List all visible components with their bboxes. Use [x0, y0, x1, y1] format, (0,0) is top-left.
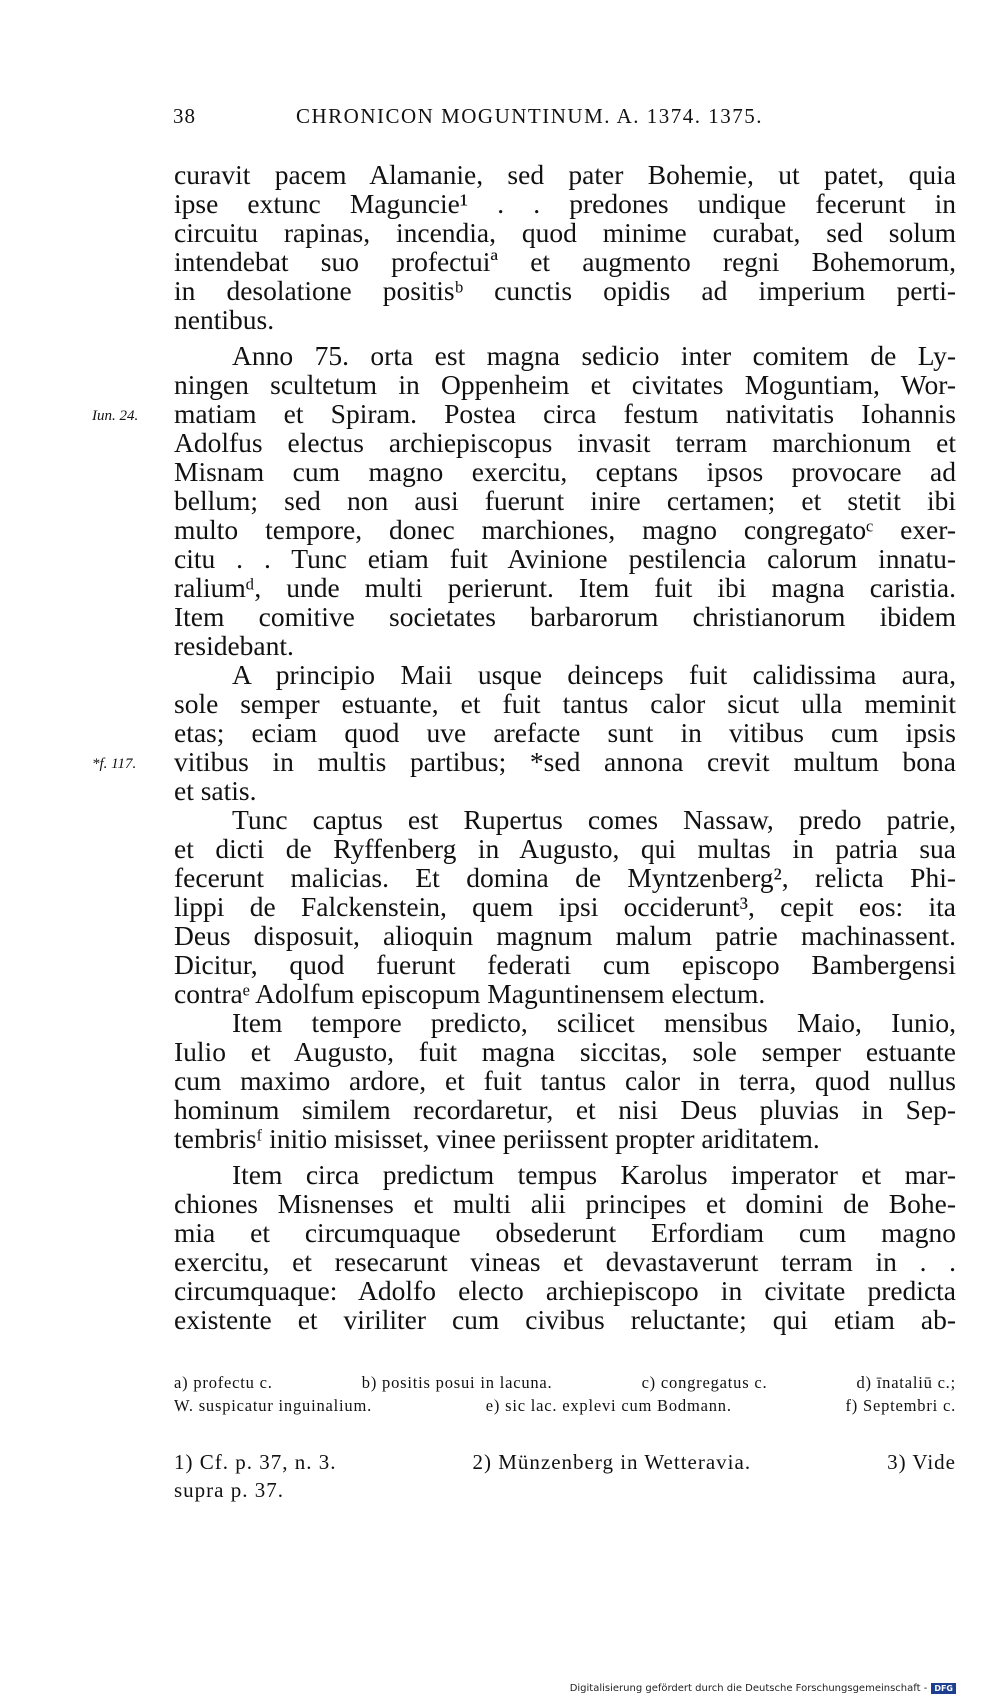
footnote-row [174, 1448, 956, 1476]
text-line: contraᵉ Adolfum episcopum Maguntinensem electum. [174, 978, 766, 1009]
apparatus-note: e) sic lac. explevi cum Bodmann. [485, 1396, 732, 1415]
text-line: etas; eciam quod uve arefacte sunt in vitibus cum ipsis [174, 717, 956, 748]
text-line: fecerunt malicias. Et domina de Myntzenberg², relicta Phi- [174, 862, 956, 893]
text-line: tembrisᶠ initio misisset, vinee periissent propter ariditatem. [174, 1123, 820, 1154]
text-line: chiones Misnenses et multi alii principes et domini de Bohe- [174, 1188, 956, 1219]
text-line: et satis. [174, 775, 257, 806]
page-number: 38 [173, 104, 196, 128]
footnote: 3) Vide [887, 1450, 956, 1474]
text-line: hominum similem recordaretur, et nisi Deus pluvias in Sep- [174, 1094, 956, 1125]
apparatus-note: b) positis posui in lacuna. [361, 1373, 553, 1392]
apparatus-row [174, 1371, 956, 1394]
text-line: curavit pacem Alamanie, sed pater Bohemie, ut patet, quia [174, 159, 956, 190]
text-line: circumquaque: Adolfo electo archiepiscopo in civitate predicta [174, 1275, 956, 1306]
text-line: Dicitur, quod fuerunt federati cum episcopo Bambergensi [174, 949, 956, 980]
apparatus-note: W. suspicatur inguinalium. [174, 1396, 373, 1415]
footnote: supra p. 37. [174, 1478, 284, 1502]
text-line: in desolatione positisᵇ cunctis opidis ad imperium perti- [174, 275, 956, 306]
apparatus-note: a) profectu c. [174, 1373, 273, 1392]
text-line: circuitu rapinas, incendia, quod minime curabat, sed solum [174, 217, 956, 248]
text-line: Deus disposuit, alioquin magnum malum patrie machinassent. [174, 920, 956, 951]
main-text [92, 159, 956, 1335]
text-line: et dicti de Ryffenberg in Augusto, qui multas in patria sua [174, 833, 956, 864]
apparatus-note: f) Septembri c. [845, 1396, 956, 1415]
apparatus-note: d) īnataliū c.; [856, 1373, 956, 1392]
text-line: multo tempore, donec marchiones, magno congregatoᶜ exer- [174, 514, 956, 545]
footnote: 2) Münzenberg in Wetteravia. [472, 1450, 752, 1474]
text-line: Anno 75. orta est magna sedicio inter comitem de Ly- [232, 340, 956, 371]
text-line: existente et viriliter cum civibus reluctante; qui etiam ab- [174, 1304, 956, 1335]
text-line: Iun. 24. matiam et Spiram. Postea circa festum nativitatis Iohannis [92, 398, 956, 429]
text-line: cum maximo ardore, et fuit tantus calor in terra, quod nullus [174, 1065, 956, 1096]
text-line: nentibus. [174, 304, 275, 335]
footnote-row [174, 1476, 956, 1504]
margin-date-note: Iun. 24. [92, 408, 139, 424]
text-line: mia et circumquaque obsederunt Erfordiam cum magno [174, 1217, 956, 1248]
running-title: CHRONICON MOGUNTINUM. A. 1374. 1375. [296, 104, 764, 128]
text-line: bellum; sed non ausi fuerunt inire certamen; et stetit ibi [174, 485, 956, 516]
text-line: Misnam cum magno exercitu, ceptans ipsos provocare ad [174, 456, 956, 487]
page-header [0, 104, 1000, 138]
footnotes [174, 1448, 956, 1504]
dfg-logo: DFG [931, 1683, 956, 1694]
credit-text: Digitalisierung gefördert durch die Deutsche Forschungsgemeinschaft - [569, 1683, 928, 1694]
footnote: 1) Cf. p. 37, n. 3. [174, 1450, 337, 1474]
text-line: Item comitive societates barbarorum christianorum ibidem [174, 601, 956, 632]
critical-apparatus [174, 1371, 956, 1417]
apparatus-row [174, 1394, 956, 1417]
text-line: exercitu, et resecarunt vineas et devastaverunt terram in . . [174, 1246, 956, 1277]
margin-folio-note: *f. 117. [92, 756, 137, 772]
text-line: Item circa predictum tempus Karolus imperator et mar- [232, 1159, 956, 1190]
text-line: intendebat suo profectuiª et augmento regni Bohemorum, [174, 246, 956, 277]
text-line: Adolfus electus archiepiscopus invasit terram marchionum et [174, 427, 956, 458]
text-line: raliumᵈ, unde multi perierunt. Item fuit ibi magna caristia. [174, 572, 956, 603]
digitization-credit [570, 1683, 956, 1694]
text-line: ipse extunc Maguncie¹ . . predones undique fecerunt in [174, 188, 956, 219]
text-line: *f. 117. vitibus in multis partibus; *sed annona crevit multum bona [92, 746, 956, 777]
text-line: Item tempore predicto, scilicet mensibus Maio, Iunio, [232, 1007, 956, 1038]
apparatus-note: c) congregatus c. [641, 1373, 768, 1392]
text-line: ningen scultetum in Oppenheim et civitates Moguntiam, Wor- [174, 369, 956, 400]
text-line: residebant. [174, 630, 294, 661]
text-line: Tunc captus est Rupertus comes Nassaw, predo patrie, [232, 804, 956, 835]
text-line: citu . . Tunc etiam fuit Avinione pestilencia calorum innatu- [174, 543, 956, 574]
text-line: Iulio et Augusto, fuit magna siccitas, sole semper estuante [174, 1036, 956, 1067]
text-line: lippi de Falckenstein, quem ipsi occiderunt³, cepit eos: ita [174, 891, 956, 922]
text-line: sole semper estuante, et fuit tantus calor sicut ulla meminit [174, 688, 956, 719]
text-line: A principio Maii usque deinceps fuit calidissima aura, [232, 659, 956, 690]
